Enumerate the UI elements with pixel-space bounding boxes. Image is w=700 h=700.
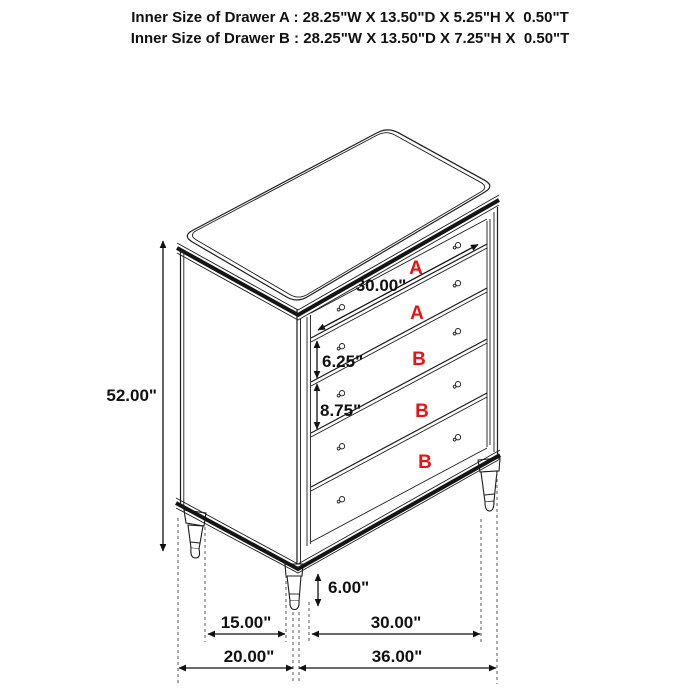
drawer-b-inner-size-text: Inner Size of Drawer B : 28.25"W X 13.50"D X 7.25"H X 0.50"T: [130, 30, 570, 47]
leg-spacing-depth-label: 15.00": [220, 613, 272, 632]
dimension-leg-spacing-depth: [208, 613, 285, 634]
chest-top-surface: [187, 130, 490, 300]
knob-icon: [337, 344, 345, 351]
dimension-overall-depth: [179, 647, 293, 668]
leg-height-label: 6.00": [328, 578, 370, 597]
overall-depth-label: 20.00": [223, 647, 275, 666]
knob-icon: [337, 444, 345, 451]
knob-icon: [337, 497, 345, 504]
overall-height-label: 52.00": [106, 386, 157, 405]
knob-icon: [453, 281, 461, 288]
drawer-label: B: [412, 349, 426, 370]
drawer-label: B: [418, 452, 432, 473]
drawer-a-height-label: 6.25": [322, 352, 364, 371]
dimension-overall-height: [106, 241, 163, 551]
knob-icon: [453, 382, 461, 389]
overall-width-label: 36.00": [371, 647, 423, 666]
drawer-labels: [409, 258, 432, 473]
knob-icon: [453, 435, 461, 442]
knob-icon: [453, 243, 461, 250]
drawer-width-label: 30.00": [355, 276, 407, 295]
dimension-leg-height: [318, 574, 369, 606]
dimension-leg-spacing-width: [312, 613, 480, 634]
leg-spacing-width-label: 30.00": [370, 613, 422, 632]
cabinet-body-edges: [181, 207, 498, 568]
knob-icon: [337, 391, 345, 398]
drawer-label: A: [410, 303, 424, 324]
dimension-drawer-a-height: [317, 341, 363, 378]
dimension-overall-width: [299, 647, 496, 668]
drawer-a-inner-size-text: Inner Size of Drawer A : 28.25"W X 13.50"D X 5.25"H X 0.50"T: [131, 9, 569, 26]
drawer-label: B: [415, 401, 429, 422]
knob-icon: [453, 329, 461, 336]
knob-icon: [337, 305, 345, 312]
base-molding: [176, 450, 500, 573]
drawer-b-height-label: 8.75": [320, 401, 362, 420]
drawer-label: A: [409, 258, 423, 279]
drawer-dividers: [311, 219, 487, 542]
